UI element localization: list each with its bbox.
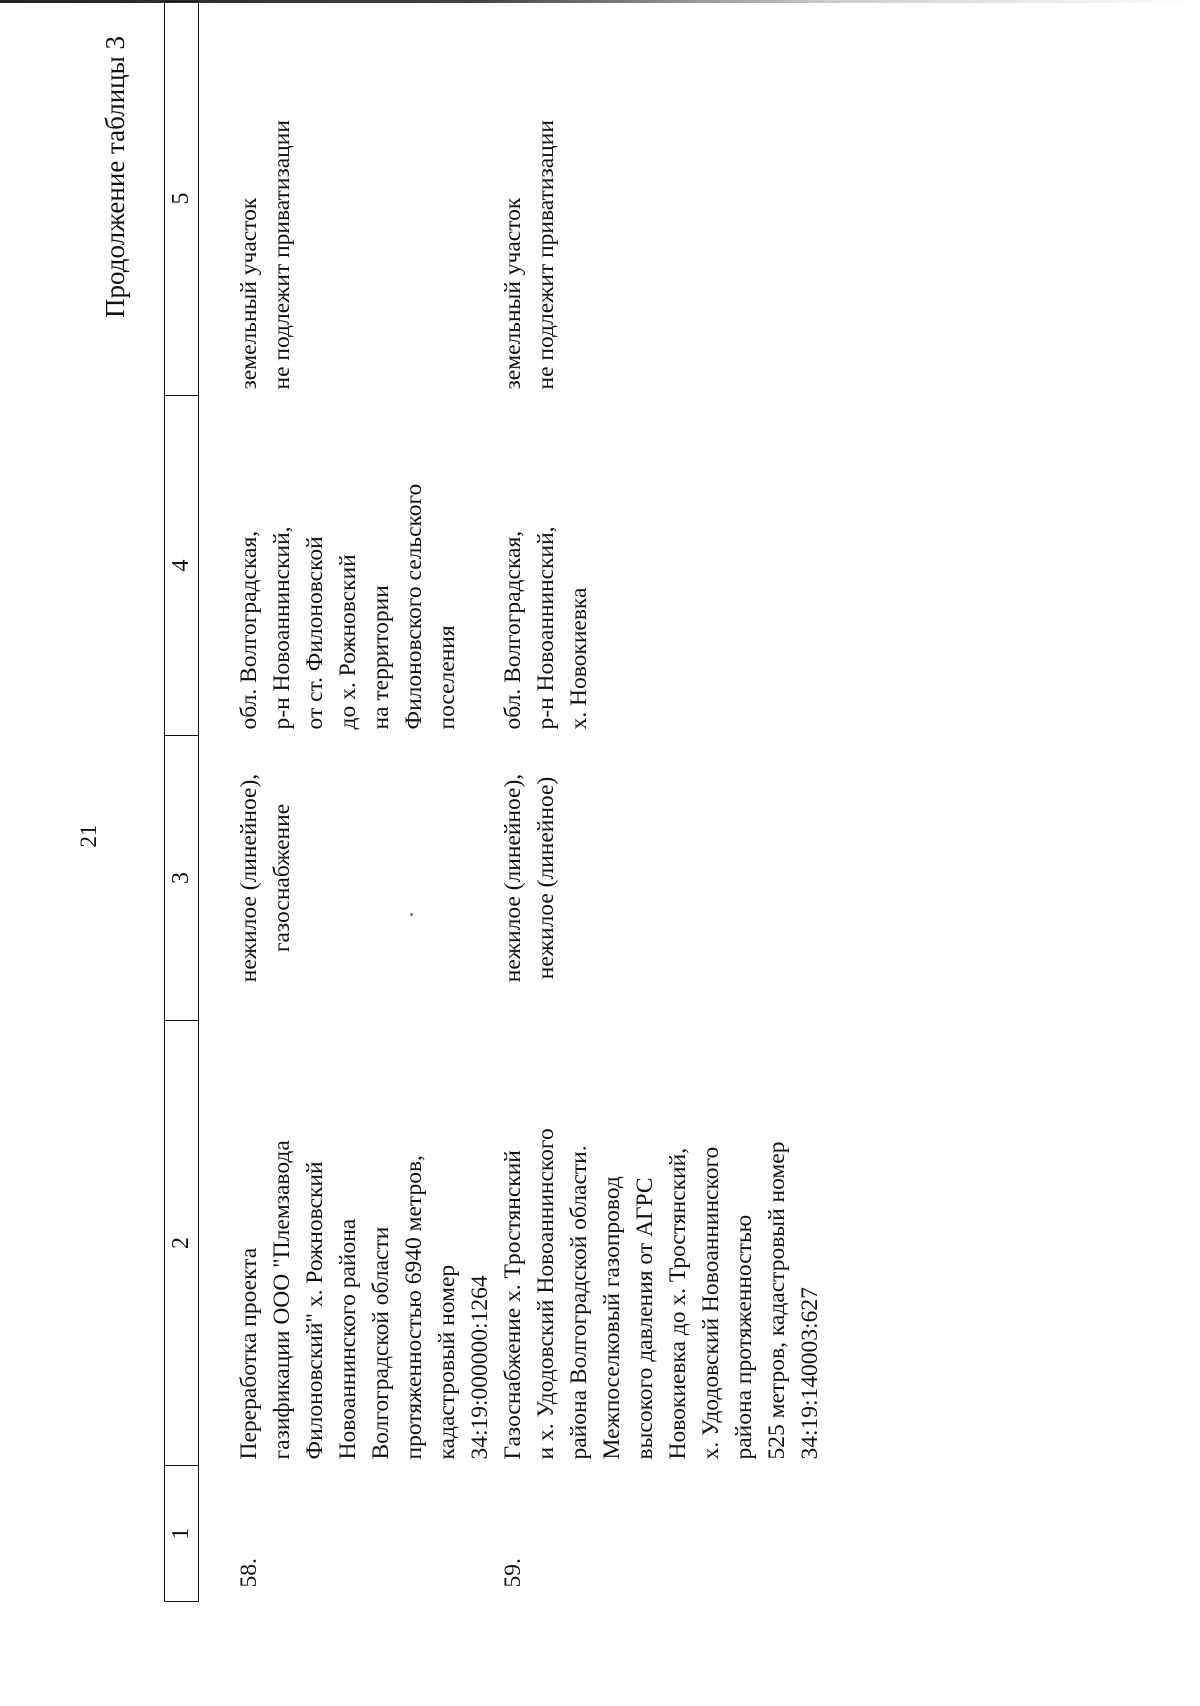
column-header-2: 2	[165, 1021, 199, 1466]
table-row	[233, 2, 497, 1602]
object-address: обл. Волгоградская, р-н Новоаннинский, от ст. Филоновской до х. Рожновский на территории Филоновского сельского поселения	[236, 483, 460, 730]
row-number: 59.	[500, 1558, 526, 1588]
column-header-1: 1	[165, 1466, 199, 1602]
column-header-5: 5	[165, 2, 199, 396]
column-header-3: 3	[165, 736, 199, 1021]
object-note: земельный участок не подлежит приватизации	[500, 120, 559, 390]
object-note: земельный участок не подлежит приватизации	[236, 120, 295, 390]
header-row	[165, 2, 199, 1602]
object-description: Переработка проекта газификации ООО "Племзавода Филоновский" х. Рожновский Новоаннинского района Волгоградской области протяженностью 6940 метров, кадастровый номер 34:19:000000:1264	[236, 1140, 493, 1460]
row-number: 58.	[236, 1558, 262, 1588]
page-number: 21	[76, 824, 101, 848]
object-type: нежилое (линейное), газоснабжение	[236, 773, 295, 983]
object-description: Газоснабжение х. Тростянский и х. Удодовский Новоаннинского района Волгоградской области. Межпоселковый газопровод высокого давления от АГРС Новокиевка до х. Тростянский, х. Удодовский Новоаннинского района протяженностью 525 метров, кадастровый номер 34:19:140003:627	[500, 1128, 823, 1460]
column-header-4: 4	[165, 396, 199, 736]
property-table	[164, 1, 827, 1602]
table-row	[497, 2, 827, 1602]
object-type: нежилое (линейное), нежилое (линейное)	[500, 773, 559, 983]
object-address: обл. Волгоградская, р-н Новоаннинский, х. Новокиевка	[500, 526, 592, 730]
header-spacer	[199, 2, 234, 1602]
table-continuation-title: Продолжение таблицы 3	[100, 36, 130, 318]
